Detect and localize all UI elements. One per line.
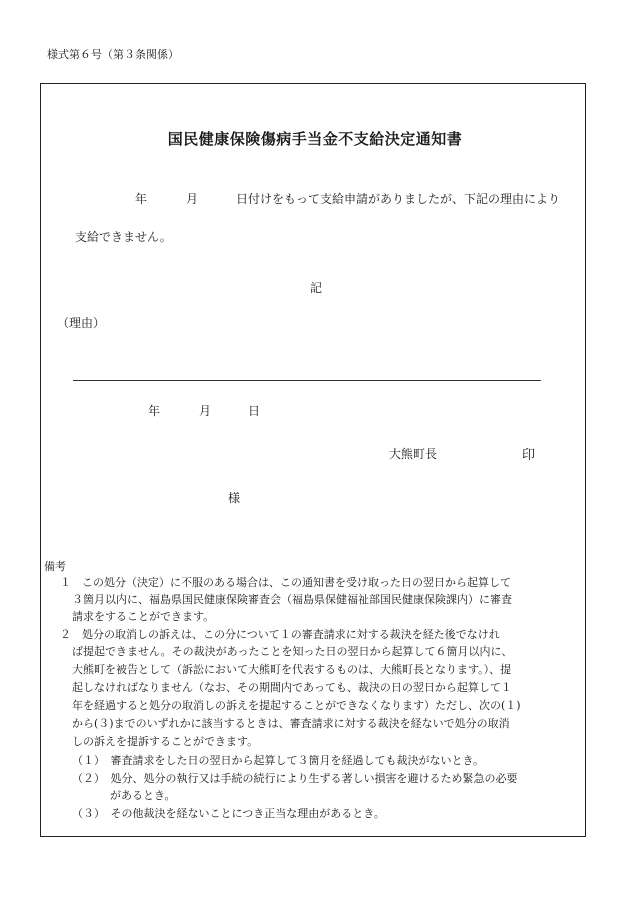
intro-year-label: 年 <box>135 192 148 206</box>
notes-heading: 備考 <box>44 560 66 573</box>
intro-text-line2: 支給できません。 <box>75 230 172 244</box>
seal-mark: 印 <box>522 448 536 463</box>
reason-divider <box>73 380 541 381</box>
issuer-name: 大熊町長 <box>389 447 438 461</box>
reason-label: （理由） <box>57 316 106 330</box>
note-line: があるとき。 <box>110 789 176 802</box>
note-line: 大熊町を被告として（訴訟において大熊町を代表するものは、大熊町長となります。）、提 <box>72 663 512 676</box>
document-title: 国民健康保険傷病手当金不支給決定通知書 <box>167 130 463 148</box>
note-line: ２ 処分の取消しの訴えは、この分について１の審査請求に対する裁決を経た後でなけれ <box>60 628 500 641</box>
addressee-suffix: 様 <box>228 491 241 505</box>
note-line: 年を経過すると処分の取消しの訴えを提起することができなくなります）ただし、次の(１) <box>72 699 521 712</box>
note-line: １ この処分（決定）に不服のある場合は、この通知書を受け取った日の翌日から起算して <box>60 576 511 589</box>
date-month-label: 月 <box>199 404 212 418</box>
intro-text-line1: 日付けをもって支給申請がありましたが、下記の理由により <box>236 192 561 206</box>
ki-marker: 記 <box>310 281 323 295</box>
date-day-label: 日 <box>248 404 261 418</box>
note-line: （３） その他裁決を経ないことにつき正当な理由があるとき。 <box>72 807 385 820</box>
date-year-label: 年 <box>148 404 161 418</box>
intro-month-label: 月 <box>186 192 199 206</box>
note-line: （２） 処分、処分の執行又は手続の続行により生ずる著しい損害を避けるため緊急の必要 <box>72 772 518 785</box>
note-line: しの訴えを提訴することができます。 <box>72 735 259 748</box>
note-line: 起しなければなりません（なお、その期間内であっても、裁決の日の翌日から起算して１ <box>72 681 512 694</box>
note-line: ３箇月以内に、福島県国民健康保険審査会（福島県保健福祉部国民健康保険課内）に審査 <box>72 593 512 606</box>
note-line: ば提起できません。その裁決があったことを知った日の翌日から起算して６箇月以内に、 <box>72 645 513 658</box>
form-number: 様式第６号（第３条関係） <box>47 48 179 61</box>
note-line: （１） 審査請求をした日の翌日から起算して３箇月を経過しても裁決がないとき。 <box>72 754 485 767</box>
note-line: から(３)までのいずれかに該当するときは、審査請求に対する裁決を経ないで処分の取消 <box>72 717 510 730</box>
note-line: 請求をすることができます。 <box>72 610 215 623</box>
